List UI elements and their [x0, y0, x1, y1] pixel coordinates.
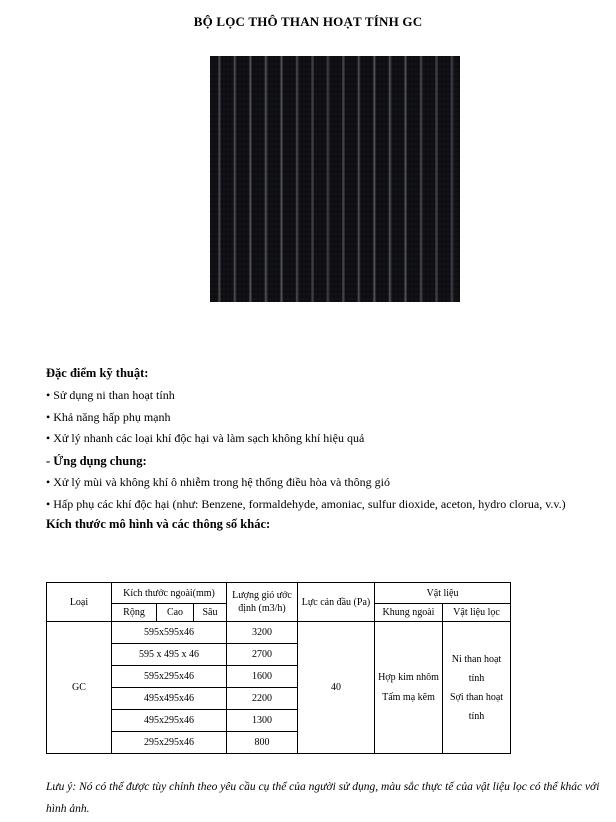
size-cell: 595 x 495 x 46 — [112, 644, 227, 666]
filter-material-line: tính — [468, 710, 485, 722]
usage-item: • Hấp phụ các khí độc hại (như: Benzene, formaldehyde, amoniac, sulfur dioxide, aceton, hydro clorua, v.v.) — [46, 496, 566, 511]
size-cell: 595x295x46 — [112, 666, 227, 688]
spec-table-wrap — [46, 582, 511, 754]
usage-heading: - Ứng dụng chung: — [46, 454, 147, 468]
flow-cell: 3200 — [227, 622, 298, 644]
tech-item: • Sử dụng ni than hoạt tính — [46, 388, 175, 402]
frame-material-cell — [375, 622, 443, 754]
product-photo — [210, 56, 460, 302]
activated-carbon-filter-image — [210, 56, 460, 302]
header-kich-thuoc: Kích thước ngoài(mm) — [112, 583, 227, 604]
flow-cell: 2200 — [227, 688, 298, 710]
size-cell: 595x595x46 — [112, 622, 227, 644]
usage-item: • Xử lý mùi và không khí ô nhiễm trong hệ thống điều hòa và thông gió — [46, 475, 390, 489]
header-vat-lieu-loc: Vật liệu lọc — [443, 604, 511, 622]
flow-cell: 1600 — [227, 666, 298, 688]
filter-material-line: Ni than hoạt — [451, 653, 502, 665]
header-khung-ngoai: Khung ngoài — [375, 604, 443, 622]
tech-heading: Đặc điểm kỹ thuật: — [46, 366, 149, 380]
size-cell: 495x295x46 — [112, 710, 227, 732]
header-luong-gio: Lượng gió ước định (m3/h) — [227, 583, 298, 622]
header-vat-lieu: Vật liệu — [375, 583, 511, 604]
header-cao: Cao — [157, 604, 194, 622]
header-luc-can: Lực cản đầu (Pa) — [298, 583, 375, 622]
note: Lưu ý: Nó có thể được tùy chỉnh theo yêu cầu cụ thể của người sử dụng, màu sắc thực tế của vật liệu lọc có thể khác với hình ảnh. — [46, 781, 600, 815]
size-cell: 495x495x46 — [112, 688, 227, 710]
header-sau: Sâu — [194, 604, 227, 622]
filter-material-cell — [443, 622, 511, 754]
frame-material-line: Tấm mạ kẽm — [382, 691, 435, 703]
header-loai: Loại — [47, 583, 112, 622]
frame-material-line: Hợp kim nhôm — [378, 671, 439, 683]
tech-list — [46, 388, 364, 453]
filter-material-line: tính — [468, 672, 485, 684]
specs-heading: Kích thước mô hình và các thông số khác: — [46, 517, 271, 531]
flow-cell: 800 — [227, 732, 298, 754]
usage-list — [46, 475, 566, 518]
header-rong: Rộng — [112, 604, 157, 622]
tech-item: • Khả năng hấp phụ mạnh — [46, 409, 171, 424]
size-cell: 295x295x46 — [112, 732, 227, 754]
type-cell: GC — [47, 622, 112, 754]
page-title: BỘ LỌC THÔ THAN HOẠT TÍNH GC — [193, 14, 423, 29]
filter-material-line: Sợi than hoạt — [449, 691, 504, 703]
flow-cell: 2700 — [227, 644, 298, 666]
spec-table — [46, 582, 511, 754]
tech-item: • Xử lý nhanh các loại khí độc hại và làm sạch không khí hiệu quả — [46, 431, 365, 445]
flow-cell: 1300 — [227, 710, 298, 732]
resistance-cell: 40 — [298, 622, 375, 754]
